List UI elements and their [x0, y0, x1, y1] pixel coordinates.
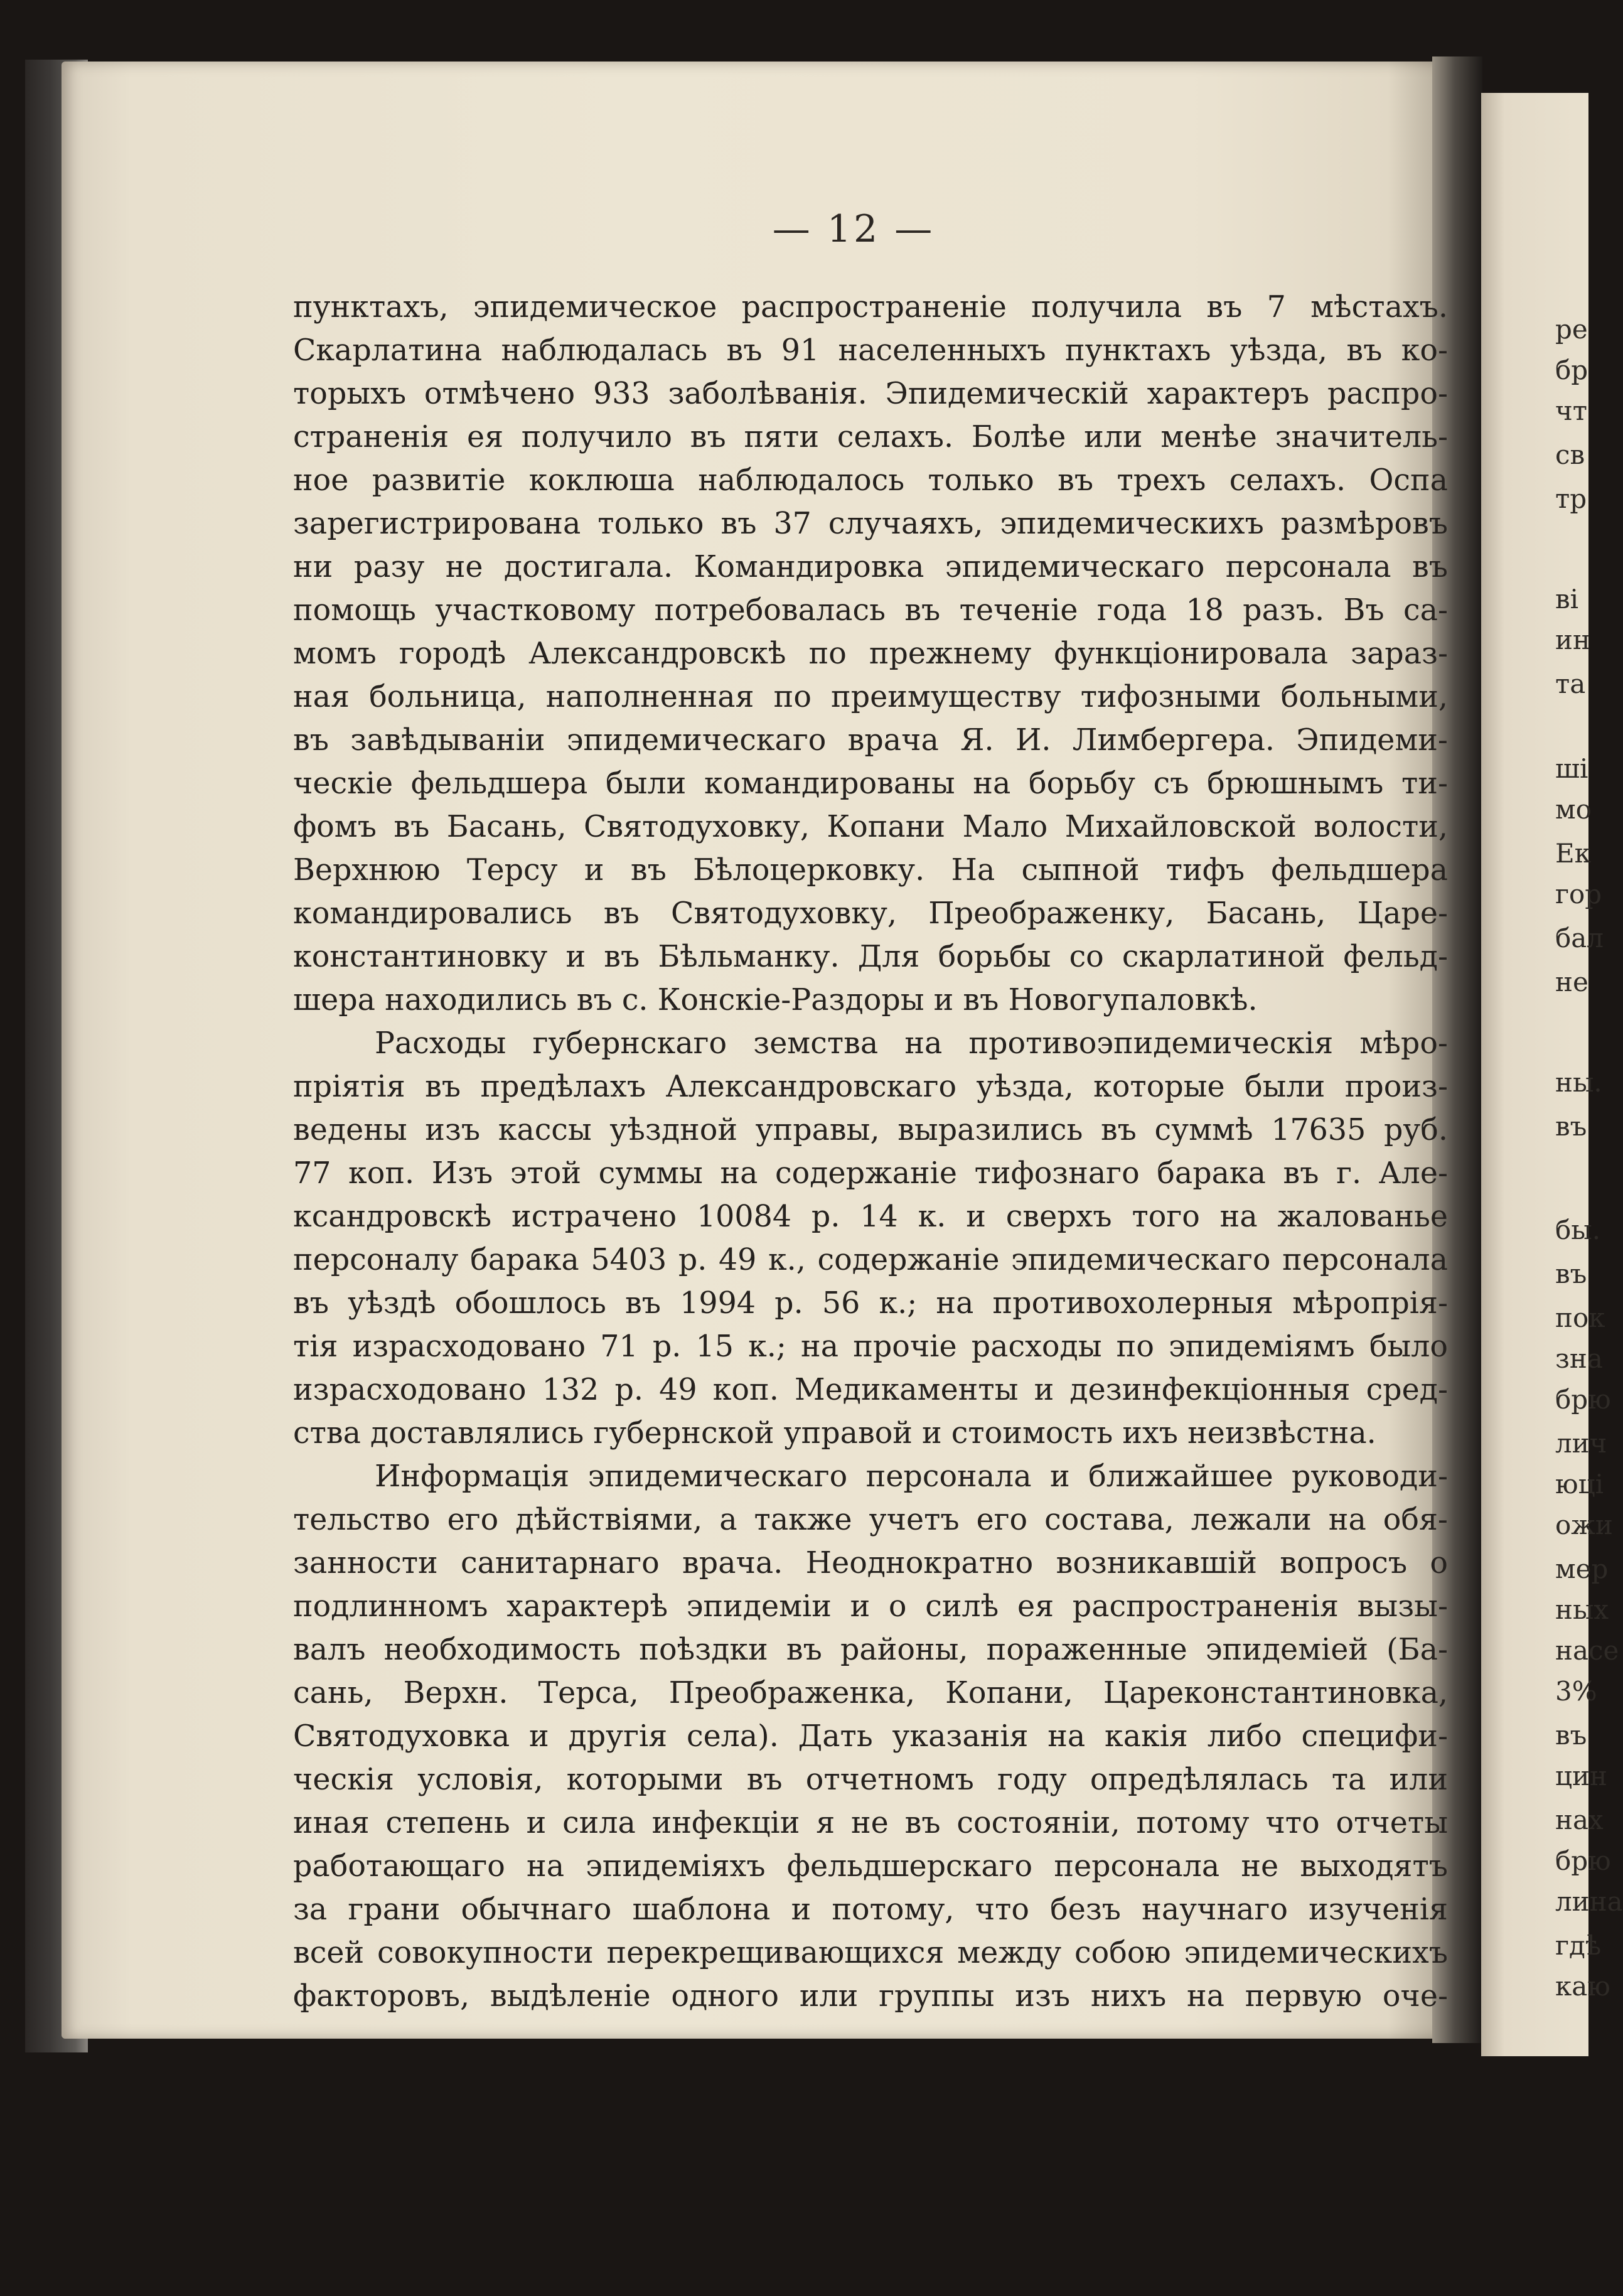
text-line: фомъ въ Басань, Святодуховку, Копани Мало Михайловской волости,	[293, 810, 1448, 844]
next-page-fragment: цин	[1555, 1761, 1607, 1791]
text-line: Верхнюю Терсу и въ Бѣлоцерковку. На сыпной тифъ фельдшера	[293, 853, 1448, 888]
next-page-fragment: лина	[1555, 1886, 1623, 1917]
next-page-fragment: 3%	[1555, 1676, 1597, 1707]
text-line: персоналу барака 5403 р. 49 к., содержаніе эпидемическаго персонала	[293, 1243, 1448, 1277]
text-line: въ завѣдываніи эпидемическаго врача Я. И. Лимбергера. Эпидеми-	[293, 723, 1448, 758]
next-page-fragment: та	[1555, 668, 1586, 699]
next-page-fragment: въ	[1555, 1258, 1587, 1289]
text-line: ведены изъ кассы уѣздной управы, выразились въ суммѣ 17635 руб.	[293, 1113, 1448, 1147]
text-line: иная степень и сила инфекціи я не въ состояніи, потому что отчеты	[293, 1806, 1448, 1840]
next-page-fragment: ных	[1555, 1594, 1609, 1625]
text-line: константиновку и въ Бѣльманку. Для борьбы со скарлатиной фельд-	[293, 940, 1448, 974]
next-page-fragment: гдѣ	[1555, 1930, 1602, 1961]
next-page-fragment: брю	[1555, 1845, 1611, 1876]
text-line: занности санитарнаго врача. Неоднократно возникавшій вопросъ о	[293, 1546, 1448, 1580]
text-line: ни разу не достигала. Командировка эпидемическаго персонала въ	[293, 550, 1448, 584]
next-page-fragment: брю	[1555, 1384, 1611, 1415]
next-page-fragment: ві	[1555, 584, 1579, 614]
next-page-fragment: ші	[1555, 753, 1588, 784]
text-line: ческія условія, которыми въ отчетномъ году опредѣлялась та или	[293, 1762, 1448, 1797]
text-line: ческіе фельдшера были командированы на борьбу съ брюшнымъ ти-	[293, 766, 1448, 801]
text-line: торыхъ отмѣчено 933 заболѣванія. Эпидемическій характеръ распро-	[293, 377, 1448, 411]
text-line: ства доставлялись губернской управой и стоимость ихъ неизвѣстна.	[293, 1416, 1376, 1451]
next-page-fragment: бы.	[1555, 1215, 1601, 1245]
next-page-fragment: Ек	[1555, 838, 1591, 869]
text-line: тія израсходовано 71 р. 15 к.; на прочіе расходы по эпидеміямъ было	[293, 1329, 1448, 1364]
text-line: валъ необходимость поѣздки въ районы, пораженные эпидеміей (Ба-	[293, 1633, 1448, 1667]
text-line: командировались въ Святодуховку, Преображенку, Басань, Царе-	[293, 896, 1448, 931]
text-line: страненія ея получило въ пяти селахъ. Болѣе или менѣе значитель-	[293, 420, 1448, 454]
next-page-fragment: бал	[1555, 923, 1604, 953]
text-line: ксандровскѣ истрачено 10084 р. 14 к. и сверхъ того на жалованье	[293, 1199, 1448, 1234]
text-line: израсходовано 132 р. 49 коп. Медикаменты и дезинфекціонныя сред-	[293, 1373, 1448, 1407]
next-page-fragment: ин	[1555, 625, 1590, 655]
next-page-fragment: чт	[1555, 395, 1588, 426]
text-line: Скарлатина наблюдалась въ 91 населенныхъ пунктахъ уѣзда, въ ко-	[293, 333, 1448, 368]
page-number: — 12 —	[772, 207, 935, 251]
text-line: подлинномъ характерѣ эпидеміи и о силѣ ея распространенія вызы-	[293, 1589, 1448, 1624]
body-text	[293, 286, 1448, 2018]
next-page-fragment: въ	[1555, 1111, 1587, 1142]
text-line: ная больница, наполненная по преимуществу тифозными больными,	[293, 680, 1448, 714]
next-page-fragment: лич	[1555, 1428, 1607, 1459]
text-line: момъ городѣ Александровскѣ по прежнему функціонировала зараз-	[293, 636, 1448, 671]
text-line: всей совокупности перекрещивающихся между собою эпидемическихъ	[293, 1936, 1448, 1970]
next-page-fragment: ре	[1555, 314, 1588, 345]
text-line: факторовъ, выдѣленіе одного или группы изъ нихъ на первую оче-	[293, 1979, 1448, 2014]
next-page-fragment: тр	[1555, 483, 1587, 514]
next-page-fragment: гор	[1555, 879, 1602, 909]
text-line: помощь участковому потребовалась въ теченіе года 18 разъ. Въ са-	[293, 593, 1448, 628]
text-line: пріятія въ предѣлахъ Александровскаго уѣзда, которые были произ-	[293, 1070, 1448, 1104]
next-page-fragment: юці	[1555, 1469, 1604, 1499]
text-line: Информація эпидемическаго персонала и ближайшее руководи-	[375, 1459, 1448, 1494]
next-page-fragment: не	[1555, 967, 1588, 997]
next-page-fragment: мо	[1555, 794, 1592, 825]
text-line: тельство его дѣйствіями, а также учетъ его состава, лежали на обя-	[293, 1503, 1448, 1537]
next-page-fragment: бр	[1555, 355, 1588, 385]
text-line: шера находились въ с. Конскіе-Раздоры и въ Новогупаловкѣ.	[293, 983, 1258, 1017]
text-line: Расходы губернскаго земства на противоэпидемическія мѣро-	[375, 1026, 1448, 1061]
text-line: сань, Верхн. Терса, Преображенка, Копани, Цареконстантиновка,	[293, 1676, 1448, 1710]
text-line: пунктахъ, эпидемическое распространеніе получила въ 7 мѣстахъ.	[293, 290, 1448, 325]
text-line: ное развитіе коклюша наблюдалось только въ трехъ селахъ. Оспа	[293, 463, 1448, 498]
next-page-fragment: ожи	[1555, 1510, 1613, 1540]
next-page-fragment: насе	[1555, 1635, 1619, 1666]
next-page-fragment: мер	[1555, 1553, 1609, 1584]
text-line: зарегистрирована только въ 37 случаяхъ, эпидемическихъ размѣровъ	[293, 507, 1448, 541]
next-page-fragment: каю	[1555, 1971, 1610, 2002]
text-line: за грани обычнаго шаблона и потому, что безъ научнаго изученія	[293, 1892, 1448, 1927]
next-page-fragment: нах	[1555, 1805, 1604, 1835]
next-page-fragment: пок	[1555, 1302, 1605, 1333]
next-page-fragment: ны.	[1555, 1067, 1602, 1098]
text-line: въ уѣздѣ обошлось въ 1994 р. 56 к.; на противохолерныя мѣропрія-	[293, 1286, 1448, 1321]
next-page-fragment: въ	[1555, 1720, 1587, 1751]
text-line: 77 коп. Изъ этой суммы на содержаніе тифознаго барака въ г. Але-	[293, 1156, 1448, 1191]
next-page-fragment: зна	[1555, 1343, 1603, 1374]
next-page-fragment: св	[1555, 439, 1585, 470]
text-line: работающаго на эпидеміяхъ фельдшерскаго персонала не выходятъ	[293, 1849, 1448, 1884]
text-line: Святодуховка и другія села). Дать указанія на какія либо специфи-	[293, 1719, 1448, 1754]
